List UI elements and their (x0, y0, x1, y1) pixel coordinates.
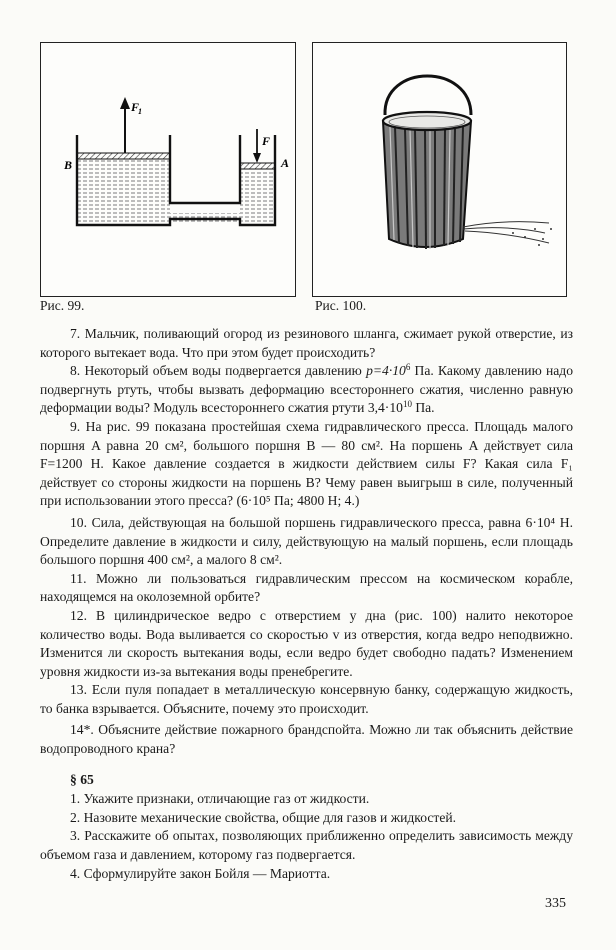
figure-99-caption: Рис. 99. (40, 298, 85, 313)
problem-text-body: Сила, действующая на большой поршень гидравлического пресса, равна 6·10⁴ Н. Определите давление в жидкости и силу, действующую на малый поршень, если площадь большого поршня 400 см², а малого 8 см². (40, 514, 573, 568)
problem-text-body: Можно ли пользоваться гидравлическим прессом на космическом корабле, находящемся на околоземной орбите? (40, 570, 574, 605)
problem-10 (40, 514, 573, 570)
problem-12 (40, 607, 573, 681)
figure-100-caption: Рис. 100. (315, 298, 367, 313)
section-heading: § 65 (70, 771, 94, 787)
problem-text-body: На рис. 99 показана простейшая схема гидравлического пресса. Площадь малого поршня A равна 20 см², большого поршня B — 80 см². На поршень A действует сила F=1200 Н. Какое давление создается в жидкости действием силы F? Какая сила F₁ действует со стороны жидкости на поршень B? Чему равен выигрыш в силе, полученный при использовании этого пресса? (6·10⁵ Па; 4800 Н; 4.) (40, 418, 573, 509)
problem-11 (40, 570, 573, 607)
label-force-f1: F (131, 100, 140, 114)
problem-text-body: Мальчик, поливающий огород из резинового шланга, сжимает рукой отверстие, из которого вытекает вода. Что при этом будет происходить? (40, 326, 573, 360)
problem-number: 9. (70, 418, 81, 434)
problem-13 (40, 681, 573, 718)
problem-number: 13. (70, 682, 87, 698)
label-force-f1-sub: 1 (138, 107, 142, 116)
problem-number: 14*. (70, 722, 94, 738)
problem-text-body: Объясните действие пожарного брандспойта. Можно ли так объяснить действие водопроводного крана? (40, 722, 573, 757)
problem-number: 8. (70, 363, 81, 379)
problem-text (40, 325, 573, 883)
problem-8 (40, 362, 573, 418)
problem-text-body: Па. Какому давлению надо подвергнуть ртуть, чтобы вызвать деформацию всестороннего сжатия, численно равную деформации воды? Модуль всестороннего сжатия ртути 3,4·10 (40, 363, 573, 416)
label-piston-b: B (64, 158, 73, 172)
label-force-f: F (262, 134, 271, 148)
section-question-1: 1. Укажите признаки, отличающие газ от жидкости. (70, 791, 370, 807)
page-number: 335 (545, 896, 566, 911)
problem-text-body: В цилиндрическое ведро с отверстием у дна (рис. 100) налито некоторое количество воды. Вода выливается со скоростью v из отверстия, когда ведро неподвижно. Изменится ли скорость вытекания воды, если ведро будет свободно падать? Изменением уровня жидкости из-за вытекания воды пренебрегите. (40, 607, 573, 679)
section-question-3: 3. Расскажите об опытах, позволяющих приближенно определить зависимость между объемом газа и давлением, которому газ подвергается. (40, 828, 573, 863)
problem-text-body: Если пуля попадает в металлическую консервную банку, содержащую жидкость, то банка взрывается. Объясните, почему это происходит. (40, 682, 573, 716)
figure-100-bucket (312, 42, 567, 297)
exponent: 10 (402, 399, 412, 410)
problem-9 (40, 418, 573, 511)
hydraulic-press-diagram (41, 43, 294, 295)
section-question-4: 4. Сформулируйте закон Бойля — Мариотта. (70, 865, 331, 881)
label-piston-a: A (281, 156, 290, 170)
section-question-2: 2. Назовите механические свойства, общие для газов и жидкостей. (70, 809, 457, 825)
figure-99-hydraulic-press (40, 42, 296, 297)
problem-number: 12. (70, 607, 87, 623)
problem-14 (40, 721, 573, 758)
problem-text-body: Некоторый объем воды подвергается давлению (84, 363, 367, 379)
problem-number: 7. (70, 326, 81, 341)
problem-text-body: Па. (411, 400, 435, 416)
problem-7 (40, 325, 573, 362)
problem-number: 10. (70, 514, 87, 530)
formula: p=4·10 (366, 363, 406, 379)
problem-number: 11. (70, 570, 87, 586)
exponent: 6 (405, 362, 411, 373)
bucket-illustration (313, 43, 565, 295)
